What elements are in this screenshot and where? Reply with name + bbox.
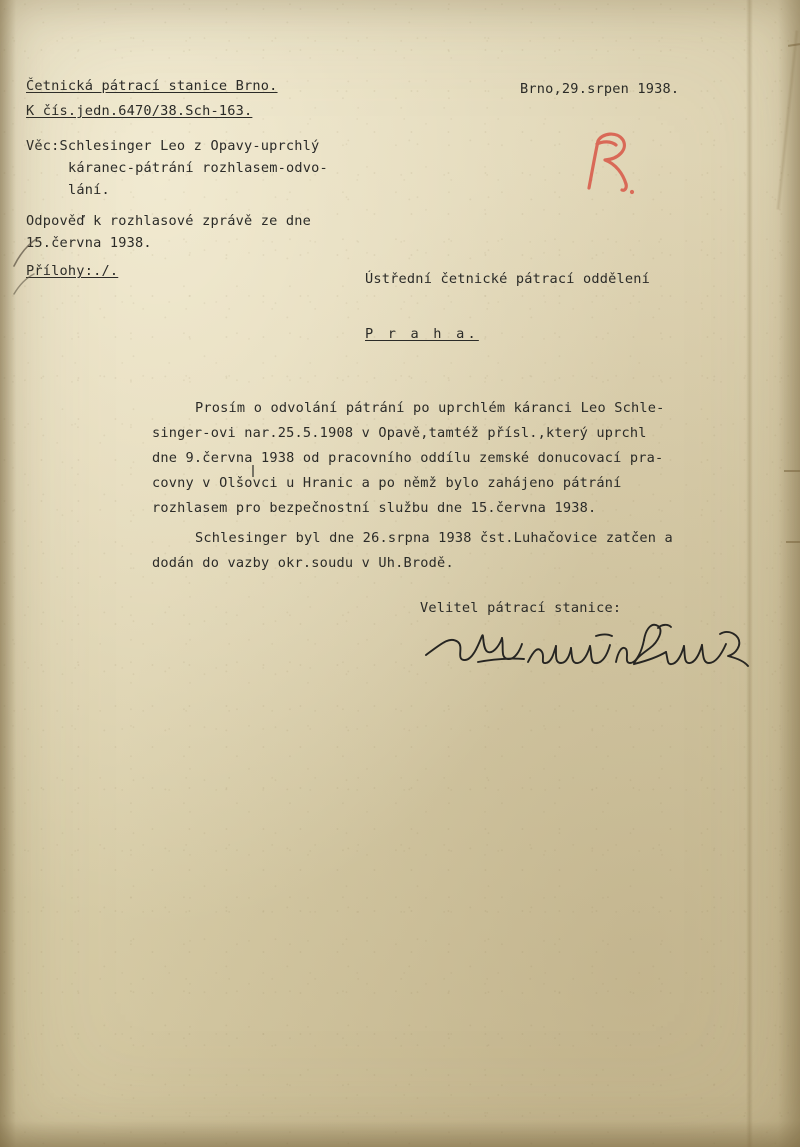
paper-left-edge-shadow (0, 0, 16, 1147)
reference-line: K čís.jedn.6470/38.Sch-163. (26, 103, 253, 119)
inline-correction-mark (246, 463, 260, 479)
addressee-city: P r a h a. (365, 326, 479, 342)
body-p1-line-1: Prosím o odvolání pátrání po uprchlém káranci Leo Schle- (195, 400, 665, 416)
body-p2-line-1: Schlesinger byl dne 26.srpna 1938 čst.Luhačovice zatčen a (195, 530, 673, 546)
body-p1-line-2: singer-ovi nar.25.5.1908 v Opavě,tamtéž přísl.,který uprchl (152, 425, 647, 441)
signature-title: Velitel pátrací stanice: (420, 600, 622, 616)
place-date: Brno,29.srpen 1938. (520, 81, 680, 97)
paper-bottom-edge-shadow (0, 1121, 800, 1147)
body-p1-line-4: covny v Olšovci u Hranic a po němž bylo zahájeno pátrání (152, 475, 622, 491)
subject-line-2: káranec-pátrání rozhlasem-odvo- (68, 160, 328, 176)
red-initial-annotation (575, 128, 645, 200)
paper-right-edge-shadow (778, 0, 800, 1147)
response-line-1: Odpověď k rozhlasové zprávě ze dne (26, 213, 312, 229)
body-p1-line-3: dne 9.června 1938 od pracovního oddílu zemské donucovací pra- (152, 450, 664, 466)
paper-edge-notch-middle (784, 470, 800, 472)
addressee-office: Ústřední četnické pátrací oddělení (365, 271, 651, 287)
subject-line-3: lání. (68, 182, 110, 198)
paper-edge-notch-top (788, 43, 800, 47)
paper-edge-notch-lower (786, 541, 800, 543)
handwritten-signature (420, 618, 750, 688)
paper-tear-crease (776, 30, 800, 210)
attachments-line: Přílohy:./. (26, 263, 119, 279)
station-line: Četnická pátrací stanice Brno. (26, 78, 278, 94)
body-p1-line-5: rozhlasem pro bezpečnostní službu dne 15.června 1938. (152, 500, 597, 516)
subject-line-1: Věc:Schlesinger Leo z Opavy-uprchlý (26, 138, 320, 154)
response-line-2: 15.června 1938. (26, 235, 152, 251)
paper-fold-crease (746, 0, 753, 1147)
body-p2-line-2: dodán do vazby okr.soudu v Uh.Brodě. (152, 555, 454, 571)
